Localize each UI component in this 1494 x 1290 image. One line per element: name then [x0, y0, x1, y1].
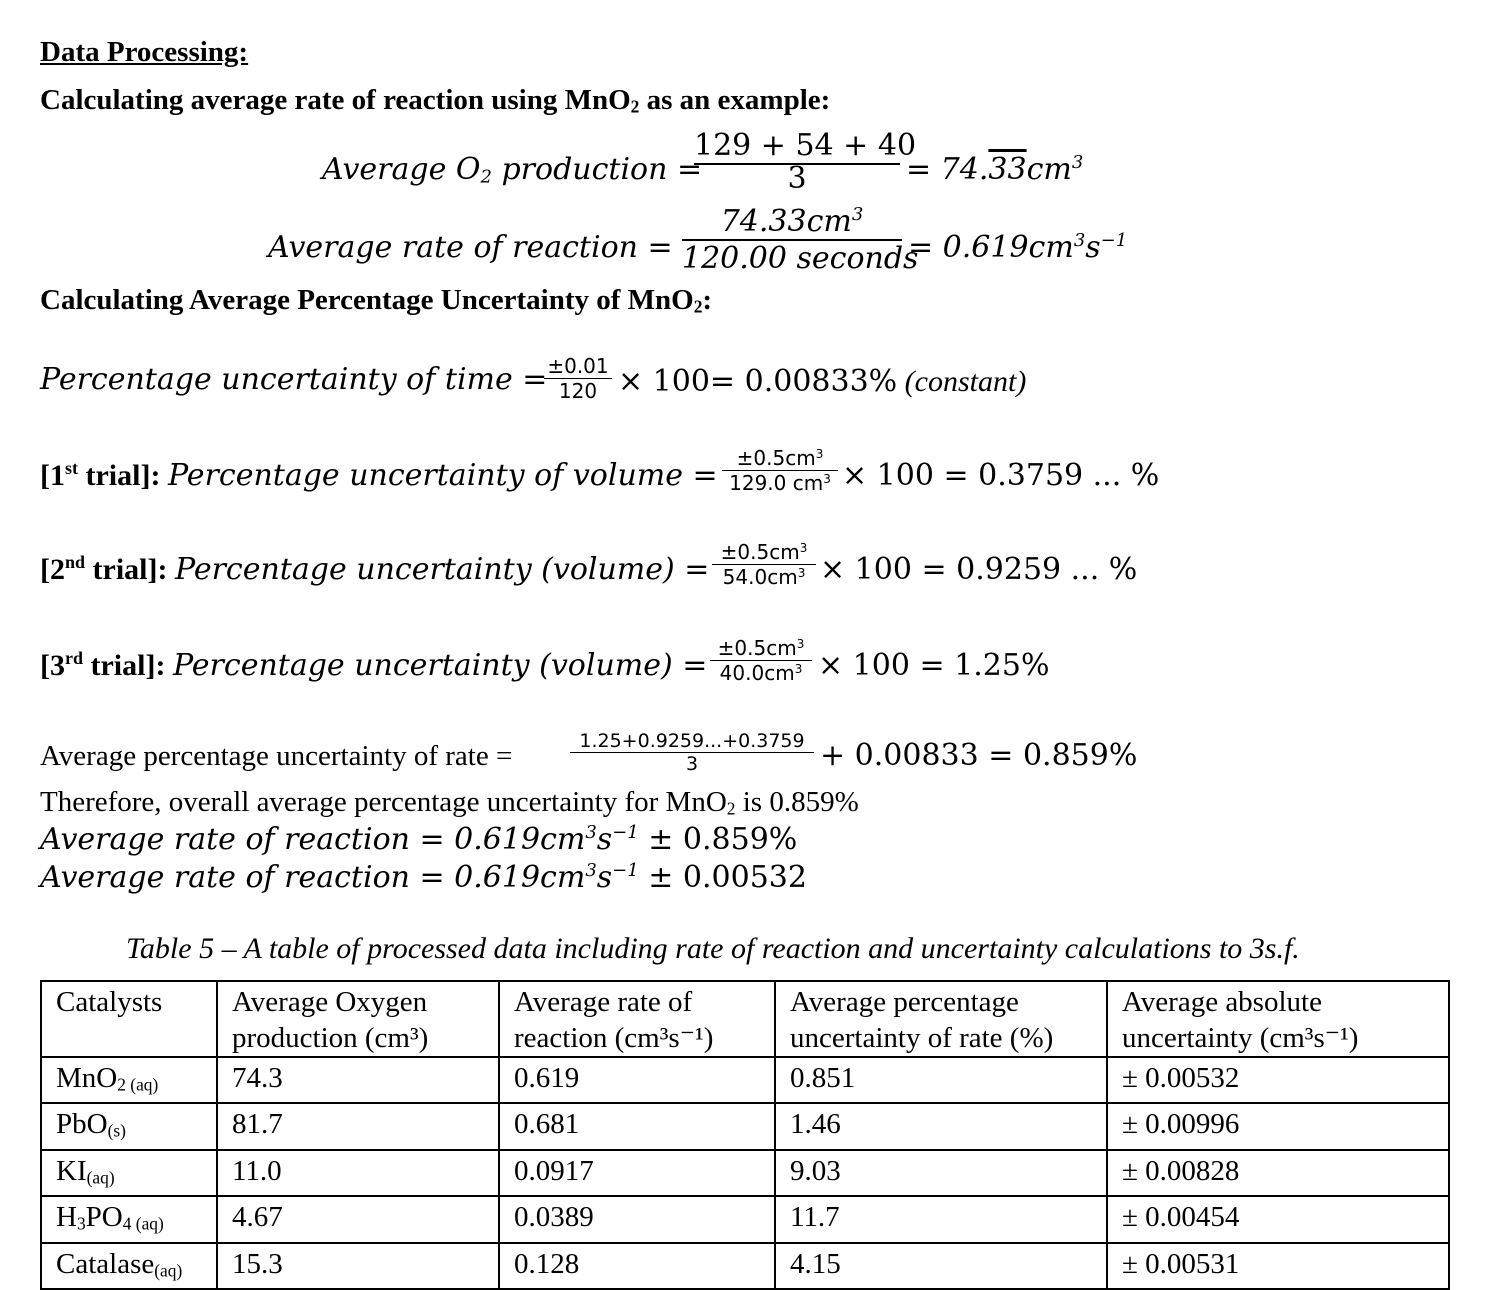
- section2-title: [40, 284, 712, 317]
- page-heading: Data Processing:: [40, 36, 249, 68]
- header-avg-rate: [499, 981, 775, 1057]
- cell-avg-o2: 15.3: [217, 1243, 499, 1289]
- header-avg-abs-unc: [1107, 981, 1449, 1057]
- table-row: [41, 1243, 1449, 1289]
- catalyst-state: (aq): [86, 1167, 115, 1188]
- result1-lhs: Average rate of reaction = 0.619cm: [40, 822, 586, 857]
- eq2-denominator: 120.00 seconds: [682, 241, 919, 276]
- cell-avg-o2: 4.67: [217, 1196, 499, 1242]
- section1-title-post: as an example:: [639, 84, 831, 116]
- time-unc-fraction: [544, 354, 612, 403]
- cell-avg-o2: 11.0: [217, 1150, 499, 1196]
- header-avg-rate-line2: reaction (cm³s⁻¹): [514, 1022, 714, 1054]
- trial2-fraction: [712, 540, 816, 589]
- trial2-label-post: trial]:: [85, 553, 168, 586]
- trial2-den-text: 54.0cm: [722, 565, 798, 589]
- catalyst-name: Catalase: [56, 1247, 155, 1280]
- trial1-lhs: Percentage uncertainty of volume =: [167, 458, 718, 493]
- result2-lhs: Average rate of reaction = 0.619cm: [40, 860, 586, 895]
- eq1-rhs-unit: cm: [1026, 152, 1072, 187]
- catalyst-post: PO: [85, 1201, 123, 1234]
- table-row: [41, 1103, 1449, 1149]
- catalyst-state: (aq): [154, 1260, 183, 1281]
- eq2-numerator-sup: 3: [851, 204, 864, 226]
- trial2-label-pre: [2: [40, 553, 65, 586]
- catalyst-sub1: 2: [117, 1074, 126, 1095]
- eq1-fraction: [694, 128, 917, 196]
- eq2-rhs-text: = 0.619cm: [908, 230, 1074, 265]
- avg-unc-denominator: 3: [685, 753, 699, 775]
- eq1-lhs-text: Average O: [322, 152, 481, 187]
- header-avg-oxygen-line2: production (cm³): [232, 1022, 429, 1054]
- therefore-post: is 0.859%: [735, 786, 859, 818]
- eq2-rhs-mid: s: [1085, 230, 1101, 265]
- cell-rate: 0.128: [499, 1243, 775, 1289]
- eq2-rhs: [908, 230, 1127, 265]
- cell-abs-unc: ± 0.00531: [1107, 1243, 1449, 1289]
- therefore-line: [40, 786, 859, 819]
- cell-rate: 0.0389: [499, 1196, 775, 1242]
- cell-avg-o2: 81.7: [217, 1103, 499, 1149]
- trial3-lhs: Percentage uncertainty (volume) =: [172, 648, 708, 683]
- avg-unc-rhs: + 0.00833 = 0.859%: [820, 738, 1138, 773]
- result1-sup1: 3: [585, 822, 597, 844]
- cell-pct-unc: 9.03: [775, 1150, 1107, 1196]
- trial3-num-text: ±0.5cm: [717, 636, 797, 660]
- cell-abs-unc: ± 0.00454: [1107, 1196, 1449, 1242]
- result2-rhs: ± 0.00532: [638, 860, 807, 895]
- eq1-lhs: [322, 152, 702, 188]
- trial3-den-sup: 3: [794, 661, 803, 676]
- cell-pct-unc: 11.7: [775, 1196, 1107, 1242]
- header-avg-abs-unc-line1: Average absolute: [1122, 986, 1322, 1018]
- trial3-line: [40, 648, 707, 683]
- cell-abs-unc: ± 0.00828: [1107, 1150, 1449, 1196]
- trial3-rhs: × 100 = 1.25%: [818, 648, 1050, 683]
- section1-title-sub: 2: [630, 96, 640, 117]
- result1-mid: s: [596, 822, 613, 857]
- eq2-numerator-text: 74.33cm: [720, 204, 852, 239]
- time-unc-lhs: Percentage uncertainty of time =: [40, 362, 548, 397]
- result2-mid: s: [596, 860, 613, 895]
- trial3-label-post: trial]:: [83, 649, 166, 682]
- header-catalysts-label: Catalysts: [56, 986, 163, 1018]
- catalyst-name: PbO: [56, 1108, 108, 1141]
- trial1-num-sup: 3: [815, 446, 824, 461]
- eq2-numerator: [682, 204, 902, 239]
- cell-pct-unc: 0.851: [775, 1057, 1107, 1103]
- therefore-sub: 2: [726, 798, 736, 819]
- cell-abs-unc: ± 0.00532: [1107, 1057, 1449, 1103]
- eq1-lhs-sub: 2: [480, 166, 492, 188]
- cell-rate: 0.681: [499, 1103, 775, 1149]
- trial2-denominator: [712, 565, 816, 589]
- result2-sup2: −1: [612, 860, 639, 882]
- table-row: [41, 1150, 1449, 1196]
- catalyst-name: MnO: [56, 1062, 118, 1094]
- catalyst-name: H: [56, 1201, 77, 1234]
- trial1-label-post: trial]:: [78, 459, 161, 492]
- table-row: [41, 1196, 1449, 1242]
- trial3-label-sup: rd: [65, 648, 83, 669]
- cell-pct-unc: 4.15: [775, 1243, 1107, 1289]
- eq1-rhs-repeating: 33: [988, 152, 1027, 187]
- processed-data-table: [40, 980, 1450, 1290]
- therefore-text: Therefore, overall average percentage uncertainty for MnO: [40, 786, 727, 818]
- eq2-fraction: [682, 204, 919, 276]
- time-unc-rhs-text: × 100= 0.00833%: [618, 364, 898, 399]
- eq1-rhs-sup: 3: [1071, 152, 1084, 174]
- trial1-numerator: [722, 446, 838, 470]
- result1-rhs: ± 0.859%: [638, 822, 798, 857]
- trial1-num-text: ±0.5cm: [736, 446, 816, 470]
- section1-title: [40, 84, 830, 117]
- cell-abs-unc: ± 0.00996: [1107, 1103, 1449, 1149]
- eq2-rhs-sup2: −1: [1100, 230, 1128, 252]
- cell-catalyst: [41, 1103, 217, 1149]
- header-avg-pct-unc: [775, 981, 1107, 1057]
- trial1-line: [40, 458, 718, 493]
- trial2-label: [40, 553, 168, 586]
- eq1-numerator: 129 + 54 + 40: [694, 128, 917, 163]
- result1-sup2: −1: [612, 822, 639, 844]
- trial1-label-pre: [1: [40, 459, 65, 492]
- trial2-numerator: [712, 540, 816, 564]
- trial2-den-sup: 3: [797, 565, 806, 580]
- trial3-label-pre: [3: [40, 649, 65, 682]
- table-row: [41, 1057, 1449, 1103]
- trial2-line: [40, 552, 709, 587]
- trial1-label: [40, 459, 160, 492]
- trial1-rhs: × 100 = 0.3759 ... %: [842, 458, 1160, 493]
- cell-pct-unc: 1.46: [775, 1103, 1107, 1149]
- catalyst-state: (aq): [125, 1074, 159, 1095]
- cell-catalyst: [41, 1057, 217, 1103]
- avg-unc-lhs: Average percentage uncertainty of rate =: [40, 740, 513, 772]
- trial1-den-text: 129.0 cm: [729, 471, 824, 495]
- trial2-num-sup: 3: [799, 540, 808, 555]
- catalyst-state: (s): [107, 1120, 126, 1141]
- trial3-num-sup: 3: [796, 636, 805, 651]
- catalyst-state: 4 (aq): [122, 1213, 164, 1234]
- cell-catalyst: [41, 1196, 217, 1242]
- avg-unc-fraction: [570, 730, 814, 775]
- cell-catalyst: [41, 1243, 217, 1289]
- trial3-numerator: [710, 636, 812, 660]
- eq2-rhs-sup1: 3: [1073, 230, 1086, 252]
- cell-catalyst: [41, 1150, 217, 1196]
- header-avg-abs-unc-line2: uncertainty (cm³s⁻¹): [1122, 1022, 1359, 1054]
- header-avg-pct-unc-line1: Average percentage: [790, 986, 1019, 1018]
- eq1-lhs-post: production =: [491, 152, 703, 187]
- header-avg-oxygen: [217, 981, 499, 1057]
- result2-line: [40, 860, 807, 895]
- cell-rate: 0.0917: [499, 1150, 775, 1196]
- eq1-rhs-value: = 74.: [906, 152, 989, 187]
- trial2-num-text: ±0.5cm: [720, 540, 800, 564]
- trial2-lhs: Percentage uncertainty (volume) =: [175, 552, 710, 587]
- trial2-rhs: × 100 = 0.9259 ... %: [820, 552, 1138, 587]
- eq1-rhs: [906, 152, 1083, 187]
- header-avg-rate-line1: Average rate of: [514, 986, 693, 1018]
- eq2-lhs: Average rate of reaction =: [268, 230, 673, 265]
- eq1-denominator: 3: [787, 161, 807, 196]
- table-caption: Table 5 – A table of processed data including rate of reaction and uncertainty calculations to 3s.f.: [126, 932, 1300, 965]
- cell-avg-o2: 74.3: [217, 1057, 499, 1103]
- section1-title-text: Calculating average rate of reaction using MnO: [40, 84, 631, 116]
- section2-title-sub: 2: [693, 296, 703, 317]
- section2-title-post: :: [702, 284, 713, 316]
- time-unc-note: (constant): [904, 365, 1027, 398]
- trial3-denominator: [710, 661, 812, 685]
- trial3-den-text: 40.0cm: [719, 661, 795, 685]
- trial1-den-sup: 3: [823, 471, 831, 486]
- header-avg-oxygen-line1: Average Oxygen: [232, 986, 428, 1018]
- table-header-row: [41, 981, 1449, 1057]
- time-unc-numerator: ±0.01: [547, 354, 609, 378]
- catalyst-name: KI: [56, 1154, 87, 1187]
- catalyst-sub1: 3: [76, 1213, 86, 1234]
- time-unc-denominator: 120: [558, 379, 598, 403]
- header-avg-pct-unc-line2: uncertainty of rate (%): [790, 1022, 1054, 1054]
- trial3-fraction: [710, 636, 812, 685]
- time-unc-rhs: [618, 364, 1026, 399]
- trial2-label-sup: nd: [65, 552, 86, 573]
- trial1-fraction: [722, 446, 838, 495]
- header-catalysts: [41, 981, 217, 1057]
- trial1-denominator: [722, 471, 838, 495]
- trial3-label: [40, 649, 165, 682]
- section2-title-text: Calculating Average Percentage Uncertainty of MnO: [40, 284, 694, 316]
- avg-unc-numerator: 1.25+0.9259...+0.3759: [579, 730, 805, 752]
- trial1-label-sup: st: [65, 458, 78, 479]
- result1-line: [40, 822, 797, 857]
- cell-rate: 0.619: [499, 1057, 775, 1103]
- result2-sup1: 3: [585, 860, 597, 882]
